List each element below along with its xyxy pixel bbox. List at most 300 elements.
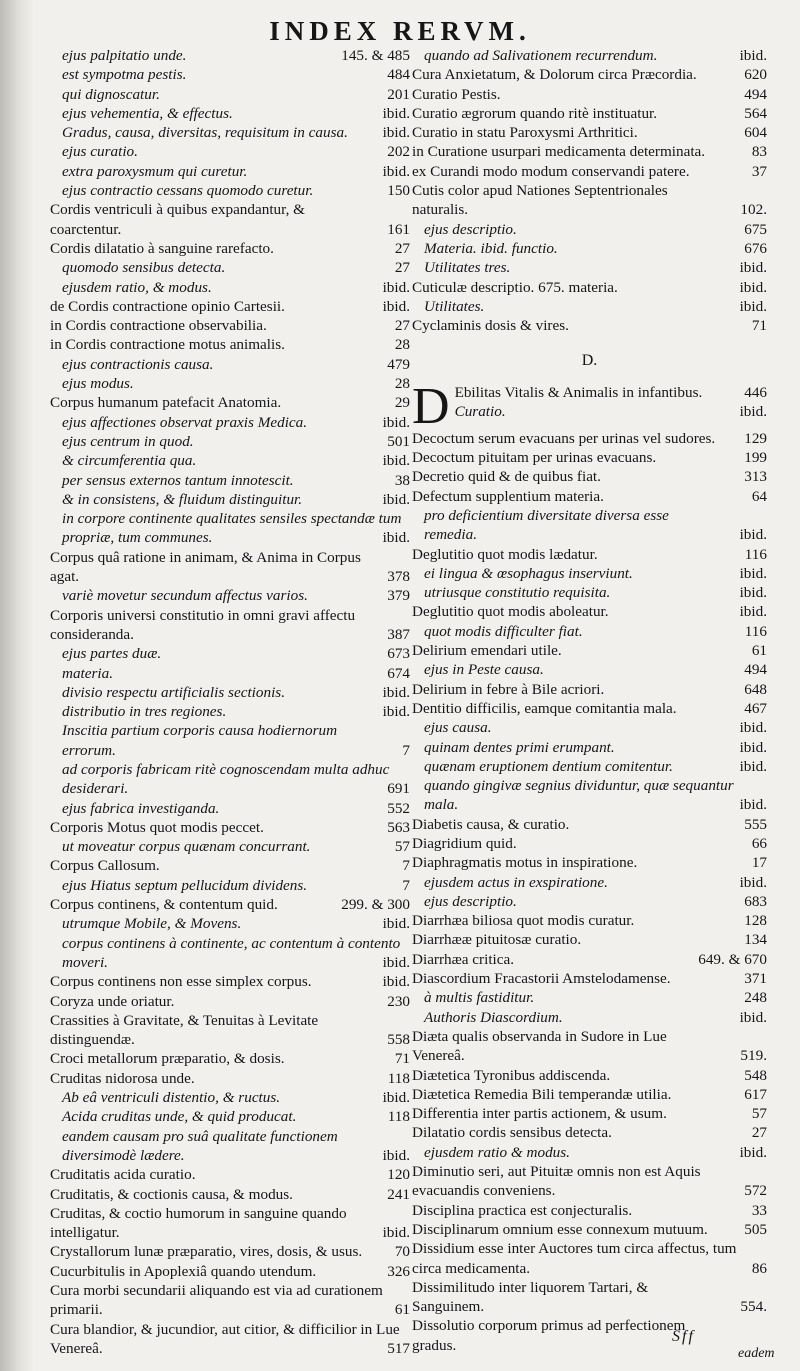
index-entry (412, 641, 767, 660)
section-letter-d: D. (581, 352, 598, 370)
entry-page: 563 (387, 818, 410, 836)
entry-page: ibid. (739, 584, 767, 602)
entry-text: per sensus externos tantum innotescit. (62, 471, 294, 489)
index-entry (412, 699, 767, 718)
entry-text: in Cordis contractione observabilia. (50, 317, 267, 335)
catchword: eadem (738, 1346, 775, 1361)
entry-page: ibid. (382, 703, 410, 721)
entry-text: est sympotma pestis. (62, 66, 187, 84)
entry-page: ibid. (739, 297, 767, 315)
entry-page: 519. (740, 1047, 767, 1065)
entry-text: Utilitates. (424, 297, 485, 315)
entry-text: Curatio ægrorum quando ritè instituatur. (412, 104, 658, 122)
index-entry (50, 85, 410, 104)
index-entry (412, 278, 767, 297)
index-entry (412, 564, 767, 583)
entry-text: Cucurbitulis in Apoplexiâ quando utendum. (50, 1262, 317, 1280)
entry-text: Diagridium quid. (412, 834, 517, 852)
entry-text: Utilitates tres. (424, 259, 511, 277)
index-entry (50, 818, 410, 837)
index-entry (412, 220, 767, 239)
entry-page: 676 (744, 239, 767, 257)
index-entry (50, 876, 410, 895)
index-entry (50, 451, 410, 470)
entry-text: eandem causam pro suâ qualitate functionem diversimodè lædere. (62, 1127, 338, 1164)
entry-page: 71 (751, 317, 767, 335)
entry-text: Deglutitio quot modis aboleatur. (412, 603, 609, 621)
index-entry (412, 950, 767, 969)
dropcap-letter: D (412, 377, 450, 435)
entry-page: 494 (744, 85, 767, 103)
entry-text: ejus vehementia, & effectus. (62, 104, 233, 122)
index-entry (412, 892, 767, 911)
entry-page: ibid. (382, 490, 410, 508)
entry-text: ejus curatio. (62, 143, 138, 161)
entry-page: ibid. (739, 738, 767, 756)
entry-text: ejus partes duæ. (62, 645, 162, 663)
entry-page: 70 (394, 1243, 410, 1261)
index-entry (50, 606, 410, 645)
entry-page: ibid. (739, 526, 767, 544)
entry-text: Cruditas nidorosa unde. (50, 1069, 195, 1087)
index-entry (412, 834, 767, 853)
entry-page: 446 (744, 383, 767, 401)
entry-text: Coryza unde oriatur. (50, 992, 175, 1010)
index-entry (50, 1127, 410, 1166)
entry-text: Cyclaminis dosis & vires. (412, 317, 569, 335)
entry-page: 501 (387, 432, 410, 450)
index-entry (412, 930, 767, 949)
index-entry (412, 1143, 767, 1162)
index-entry (412, 123, 767, 142)
entry-text: Diætetica Remedia Bili temperandæ utilia. (412, 1085, 672, 1103)
index-entry (412, 602, 767, 621)
index-entry (50, 799, 410, 818)
entry-text: ejusdem ratio, & modus. (62, 278, 212, 296)
index-entry (412, 680, 767, 699)
index-entry (412, 448, 767, 467)
index-entry (412, 1008, 767, 1027)
entry-page: ibid. (382, 1089, 410, 1107)
entry-text: utrumque Mobile, & Movens. (62, 915, 242, 933)
entry-text: ejus fabrica investiganda. (62, 799, 220, 817)
entry-page: 129 (744, 429, 767, 447)
entry-page: 66 (751, 834, 767, 852)
entry-page: ibid. (739, 603, 767, 621)
right-column (412, 46, 767, 1355)
entry-page: 378 (387, 568, 410, 586)
entry-page: ibid. (382, 973, 410, 991)
entry-text: Cuticulæ descriptio. 675. materia. (412, 278, 618, 296)
index-entry (50, 644, 410, 663)
entry-page: 230 (387, 992, 410, 1010)
entry-text: Decoctum pituitam per urinas evacuans. (412, 449, 657, 467)
entry-page: 299. & 300 (341, 896, 410, 914)
entry-page: ibid. (739, 564, 767, 582)
entry-text: ejus centrum in quod. (62, 432, 194, 450)
entry-page: ibid. (382, 278, 410, 296)
entry-text: Corporis Motus quot modis peccet. (50, 818, 264, 836)
entry-page: ibid. (739, 403, 767, 421)
entry-text: Curatio Pestis. (412, 85, 501, 103)
entry-page: 555 (744, 815, 767, 833)
index-entry (50, 104, 410, 123)
entry-page: 674 (387, 664, 410, 682)
entry-page: ibid. (739, 719, 767, 737)
entry-page: 517 (387, 1339, 410, 1357)
index-entry (50, 1049, 410, 1068)
index-entry (50, 856, 410, 875)
index-entry (412, 776, 767, 815)
index-entry (412, 988, 767, 1007)
entry-page: 120 (387, 1166, 410, 1184)
entry-text: Cura morbi secundarii aliquando est via ad curationem primarii. (50, 1282, 383, 1319)
entry-text: Cruditas, & coctio humorum in sanguine quando intelligatur. (50, 1204, 347, 1242)
entry-page: 248 (744, 989, 767, 1007)
entry-text: Dissidium esse inter Auctores tum circa affectus, tum circa medicamenta. (412, 1240, 737, 1277)
entry-text: corpus continens à continente, ac contentum à contento moveri. (62, 934, 401, 971)
index-entry (412, 429, 767, 448)
entry-page: 505 (744, 1220, 767, 1238)
index-entry (412, 622, 767, 641)
index-entry (50, 1204, 410, 1243)
entry-text: divisio respectu artificialis sectionis. (62, 683, 286, 701)
index-entry (412, 1316, 767, 1355)
index-entry (412, 738, 767, 757)
entry-text: Croci metallorum præparatio, & dosis. (50, 1050, 285, 1068)
entry-page: 241 (387, 1185, 410, 1203)
entry-text: ejus modus. (62, 375, 134, 393)
index-entry (50, 374, 410, 393)
entry-page: ibid. (739, 1008, 767, 1026)
entry-text: Deglutitio quot modis lædatur. (412, 545, 598, 563)
entry-page: 134 (744, 931, 767, 949)
entry-text: in Curatione usurpari medicamenta determinata. (412, 143, 706, 161)
entry-page: 558 (387, 1031, 410, 1049)
entry-page: 649. & 670 (698, 950, 767, 968)
entry-text: Cordis ventriculi à quibus expandantur, & coarctentur. (50, 201, 305, 238)
entry-text: ejus Hiatus septum pellucidum dividens. (62, 876, 308, 894)
right-column-d-entries (412, 429, 767, 1355)
entry-text: ejus in Peste causa. (424, 661, 544, 679)
entry-page: 28 (394, 336, 410, 354)
index-entry (412, 258, 767, 277)
index-entry (50, 760, 410, 799)
index-entry (412, 1027, 767, 1066)
entry-page: 548 (744, 1066, 767, 1084)
index-entry (412, 297, 767, 316)
entry-text: Gradus, causa, diversitas, requisitum in causa. (62, 124, 348, 142)
entry-page: 61 (394, 1301, 410, 1319)
entry-page: 201 (387, 85, 410, 103)
entry-text: ejus causa. (424, 719, 492, 737)
entry-page: 150 (387, 182, 410, 200)
entry-text: Diascordium Fracastorii Amstelodamense. (412, 970, 671, 988)
entry-page: 648 (744, 680, 767, 698)
entry-text: extra paroxysmum qui curetur. (62, 162, 248, 180)
index-entry (412, 104, 767, 123)
index-entry (50, 1011, 410, 1050)
entry-text: Corpus continens non esse simplex corpus. (50, 973, 312, 991)
index-entry (50, 1165, 410, 1184)
entry-page: 7 (402, 857, 410, 875)
entry-text: Materia. ibid. functio. (424, 239, 558, 257)
index-entry (412, 142, 767, 161)
entry-text: pro deficientium diversitate diversa esse remedia. (424, 506, 669, 544)
entry-text: ejus contractio cessans quomodo curetur. (62, 182, 314, 200)
index-entry (412, 1220, 767, 1239)
entry-text: & circumferentia qua. (62, 452, 197, 470)
entry-text: in Cordis contractione motus animalis. (50, 336, 285, 354)
entry-text: Corpus quâ ratione in animam, & Anima in Corpus agat. (50, 548, 361, 586)
entry-text: Disciplinarum omnium esse connexum mutuum. (412, 1220, 708, 1238)
entry-text: Diarrhæa critica. (412, 950, 515, 968)
entry-text: Diminutio seri, aut Pituitæ omnis non est Aquis evacuandis conveniens. (412, 1163, 701, 1200)
entry-text: Disciplina practica est conjecturalis. (412, 1201, 633, 1219)
entry-page: 479 (387, 355, 410, 373)
entry-text: materia. (62, 664, 114, 682)
index-entry (412, 545, 767, 564)
index-entry (50, 1185, 410, 1204)
entry-page: 61 (751, 642, 767, 660)
entry-page: 161 (387, 220, 410, 238)
entry-text: Defectum supplentium materia. (412, 487, 604, 505)
index-entry (50, 972, 410, 991)
index-entry (50, 142, 410, 161)
entry-page: ibid. (739, 757, 767, 775)
entry-page: 64 (751, 487, 767, 505)
index-entry (412, 873, 767, 892)
index-entry (50, 1069, 410, 1088)
index-entry (50, 509, 410, 548)
index-entry (50, 471, 410, 490)
entry-text: Cruditatis acida curatio. (50, 1166, 196, 1184)
index-entry (412, 383, 767, 402)
entry-page: 28 (394, 375, 410, 393)
index-entry (412, 1066, 767, 1085)
entry-page: 494 (744, 661, 767, 679)
entry-page: 116 (744, 622, 767, 640)
index-entry (50, 914, 410, 933)
index-entry (412, 718, 767, 737)
entry-text: Diæta qualis observanda in Sudore in Lue Venereâ. (412, 1027, 667, 1065)
entry-page: 27 (394, 259, 410, 277)
entry-text: ejus contractionis causa. (62, 355, 214, 373)
index-entry (50, 548, 410, 587)
entry-page: 33 (751, 1201, 767, 1219)
index-entry (412, 1201, 767, 1220)
entry-page: 29 (394, 394, 410, 412)
left-column (50, 46, 410, 1358)
entry-page: 326 (387, 1262, 410, 1280)
entry-text: ejusdem ratio & modus. (424, 1143, 570, 1161)
entry-page: 387 (387, 625, 410, 643)
index-entry (50, 258, 410, 277)
entry-text: Dissolutio corporum primus ad perfectionem gradus. (412, 1317, 686, 1354)
entry-text: Corpus continens, & contentum quid. (50, 896, 278, 914)
entry-text: Acida cruditas unde, & quid producat. (62, 1108, 297, 1126)
index-entry (50, 432, 410, 451)
entry-page: 7 (402, 741, 410, 759)
entry-page: ibid. (739, 278, 767, 296)
index-entry (50, 1107, 410, 1126)
entry-text: de Cordis contractione opinio Cartesii. (50, 297, 285, 315)
index-entry (50, 393, 410, 412)
entry-text: & in consistens, & fluidum distinguitur. (62, 490, 303, 508)
entry-text: Cruditatis, & coctionis causa, & modus. (50, 1185, 293, 1203)
index-entry (412, 1239, 767, 1278)
index-entry (50, 702, 410, 721)
entry-page: ibid. (382, 529, 410, 547)
right-column-c-entries (412, 46, 767, 335)
entry-page: 27 (394, 317, 410, 335)
entry-page: 467 (744, 699, 767, 717)
entry-page: ibid. (382, 124, 410, 142)
index-entry (50, 837, 410, 856)
index-entry (412, 467, 767, 486)
index-entry (412, 1278, 767, 1317)
entry-text: distributio in tres regiones. (62, 703, 227, 721)
entry-page: 38 (394, 471, 410, 489)
entry-text: Cutis color apud Nationes Septentrionales naturalis. (412, 182, 668, 219)
entry-text: ei lingua & œsophagus inserviunt. (424, 564, 633, 582)
index-entry (412, 911, 767, 930)
entry-text: Decoctum serum evacuans per urinas vel sudores. (412, 429, 716, 447)
entry-text: Cura Anxietatum, & Dolorum circa Præcordia. (412, 66, 697, 84)
signature-mark: Sff (672, 1328, 695, 1345)
entry-page: 620 (744, 66, 767, 84)
entry-page: ibid. (382, 297, 410, 315)
entry-page: 37 (751, 162, 767, 180)
index-entry (412, 316, 767, 335)
index-entry (50, 46, 410, 65)
index-entry (50, 316, 410, 335)
entry-text: Delirium in febre à Bile acriori. (412, 680, 605, 698)
entry-text: Inscitia partium corporis causa hodiernorum errorum. (62, 722, 338, 759)
index-entry (412, 660, 767, 679)
entry-page: 27 (751, 1124, 767, 1142)
index-entry (50, 1262, 410, 1281)
index-entry (50, 1088, 410, 1107)
entry-page: ibid. (739, 873, 767, 891)
index-entry (50, 683, 410, 702)
entry-page: 617 (744, 1085, 767, 1103)
index-entry (412, 85, 767, 104)
entry-text: Diarrhæa biliosa quot modis curatur. (412, 912, 635, 930)
entry-text: Dilatatio cordis sensibus detecta. (412, 1124, 612, 1142)
entry-page: 691 (387, 780, 410, 798)
entry-text: Cura blandior, & jucundior, aut citior, & difficilior in Lue Venereâ. (50, 1320, 400, 1357)
index-entry (412, 1085, 767, 1104)
entry-page: 572 (744, 1182, 767, 1200)
entry-page: 83 (751, 143, 767, 161)
index-entry (50, 586, 410, 605)
entry-text: Dissimilitudo inter liquorem Tartari, & Sanguinem. (412, 1278, 649, 1316)
entry-page: 116 (744, 545, 767, 563)
entry-text: à multis fastiditur. (424, 989, 535, 1007)
entry-page: ibid. (382, 162, 410, 180)
index-entry (50, 297, 410, 316)
entry-text: Crassities à Gravitate, & Tenuitas à Levitate distinguendæ. (50, 1011, 319, 1049)
entry-text: Diabetis causa, & curatio. (412, 815, 570, 833)
entry-page: 7 (402, 876, 410, 894)
index-entry (412, 181, 767, 220)
entry-page: 552 (387, 799, 410, 817)
index-entry (50, 335, 410, 354)
index-entry (412, 65, 767, 84)
entry-text: ejus affectiones observat praxis Medica. (62, 413, 308, 431)
entry-text: ut moveatur corpus quænam concurrant. (62, 838, 311, 856)
binding-gutter (0, 0, 34, 1371)
entry-page: 57 (751, 1105, 767, 1123)
entry-text: quomodo sensibus detecta. (62, 259, 226, 277)
entry-page: 118 (387, 1108, 410, 1126)
entry-page: 86 (751, 1259, 767, 1277)
index-entry (50, 1242, 410, 1261)
entry-text: utriusque constitutio requisita. (424, 584, 611, 602)
index-entry (412, 506, 767, 545)
entry-text: quando gingivæ segnius dividuntur, quæ sequantur mala. (424, 777, 734, 814)
entry-text: Corpus humanum patefacit Anatomia. (50, 394, 282, 412)
entry-text: Diarrhææ pituitosæ curatio. (412, 931, 582, 949)
entry-page: ibid. (382, 452, 410, 470)
entry-text: ejus descriptio. (424, 892, 517, 910)
index-entry (50, 721, 410, 760)
entry-page: ibid. (382, 1224, 410, 1242)
entry-text: Crystallorum lunæ præparatio, vires, dosis, & usus. (50, 1243, 363, 1261)
entry-text: Authoris Diascordium. (424, 1008, 563, 1026)
entry-page: 145. & 485 (341, 47, 410, 64)
entry-text: ex Curandi modo modum conservandi patere. (412, 162, 690, 180)
entry-page: 673 (387, 645, 410, 663)
index-entry (50, 200, 410, 239)
page-title: INDEX RERVM. (269, 16, 531, 46)
entry-text: Dentitio difficilis, eamque comitantia mala. (412, 699, 677, 717)
index-entry (50, 123, 410, 142)
index-entry (50, 1281, 410, 1320)
entry-text: Cordis dilatatio à sanguine rarefacto. (50, 239, 274, 257)
entry-text: Decretio quid & de quibus fiat. (412, 468, 601, 486)
index-entry (412, 1104, 767, 1123)
index-entry (50, 664, 410, 683)
index-entry (50, 65, 410, 84)
entry-text: Diætetica Tyronibus addiscenda. (412, 1066, 611, 1084)
entry-page: 128 (744, 912, 767, 930)
entry-page: ibid. (382, 413, 410, 431)
entry-page: 371 (744, 970, 767, 988)
entry-page: 71 (394, 1050, 410, 1068)
entry-text: Differentia inter partis actionem, & usum. (412, 1105, 667, 1123)
entry-page: 199 (744, 449, 767, 467)
entry-page: ibid. (382, 104, 410, 122)
entry-text: quinam dentes primi erumpant. (424, 738, 615, 756)
entry-text: Delirium emendari utile. (412, 642, 562, 660)
entry-page: 313 (744, 468, 767, 486)
entry-page: 27 (394, 239, 410, 257)
entry-page: 683 (744, 892, 767, 910)
index-entry (412, 1162, 767, 1201)
index-entry (412, 969, 767, 988)
entry-page: 57 (394, 838, 410, 856)
entry-text: Diaphragmatis motus in inspiratione. (412, 854, 638, 872)
entry-text: quot modis difficulter fiat. (424, 622, 583, 640)
entry-text: in corpore continente qualitates sensiles spectandæ tum propriæ, tum communes. (62, 510, 402, 547)
entry-page: 675 (744, 220, 767, 238)
index-entry (50, 490, 410, 509)
index-entry (50, 278, 410, 297)
index-entry (50, 162, 410, 181)
entry-text: ad corporis fabricam ritè cognoscendam multa adhuc desiderari. (62, 760, 390, 798)
